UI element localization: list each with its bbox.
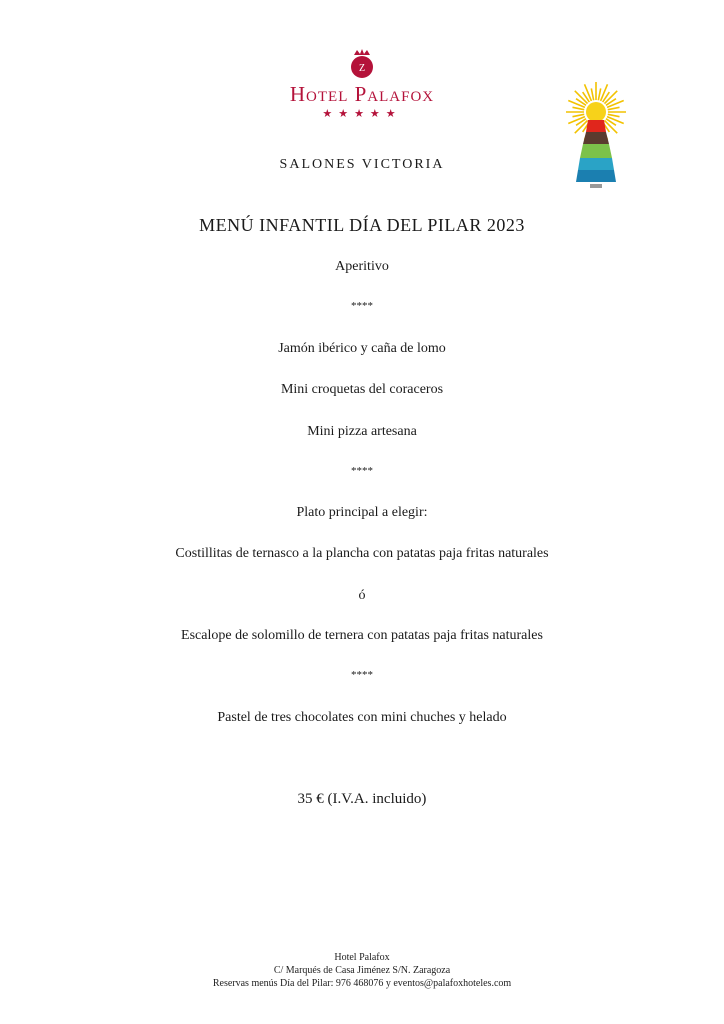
main-course-heading: Plato principal a elegir:: [296, 505, 428, 520]
separator: ****: [351, 669, 373, 681]
crown-letter: Z: [358, 63, 366, 74]
menu-title: MENÚ INFANTIL DÍA DEL PILAR 2023: [199, 215, 525, 235]
starter-item: Mini pizza artesana: [307, 424, 417, 439]
hotel-name: Hotel Palafox: [289, 82, 435, 106]
starter-item: Jamón ibérico y caña de lomo: [278, 341, 446, 356]
footer-contact: Reservas menús Día del Pilar: 976 468076 y eventos@palafoxhoteles.com: [212, 978, 512, 989]
venue-name: SALONES VICTORIA: [279, 157, 445, 172]
price: [0, 791, 724, 808]
currency-symbol: €: [316, 791, 324, 807]
or-label: ó: [358, 588, 366, 603]
main-course-option: Escalope de solomillo de ternera con patatas paja fritas naturales: [181, 628, 543, 643]
hotel-stars: ★★★★★: [322, 107, 402, 120]
price-note: (I.V.A. incluido): [327, 791, 427, 807]
pilar-virgin-emblem-icon: [556, 80, 636, 200]
dessert-item: Pastel de tres chocolates con mini chuches y helado: [217, 710, 507, 725]
crown-emblem-icon: [348, 48, 376, 80]
hotel-logo: [262, 48, 462, 128]
separator: ****: [351, 300, 373, 312]
aperitivo-label: Aperitivo: [335, 259, 389, 274]
main-course-option: Costillitas de ternasco a la plancha con patatas paja fritas naturales: [175, 546, 549, 561]
footer-address: C/ Marqués de Casa Jiménez S/N. Zaragoza: [273, 965, 451, 976]
starter-item: Mini croquetas del coraceros: [280, 382, 444, 397]
footer-hotel-name: Hotel Palafox: [334, 952, 390, 963]
separator: ****: [351, 465, 373, 477]
price-amount: 35: [297, 791, 313, 807]
